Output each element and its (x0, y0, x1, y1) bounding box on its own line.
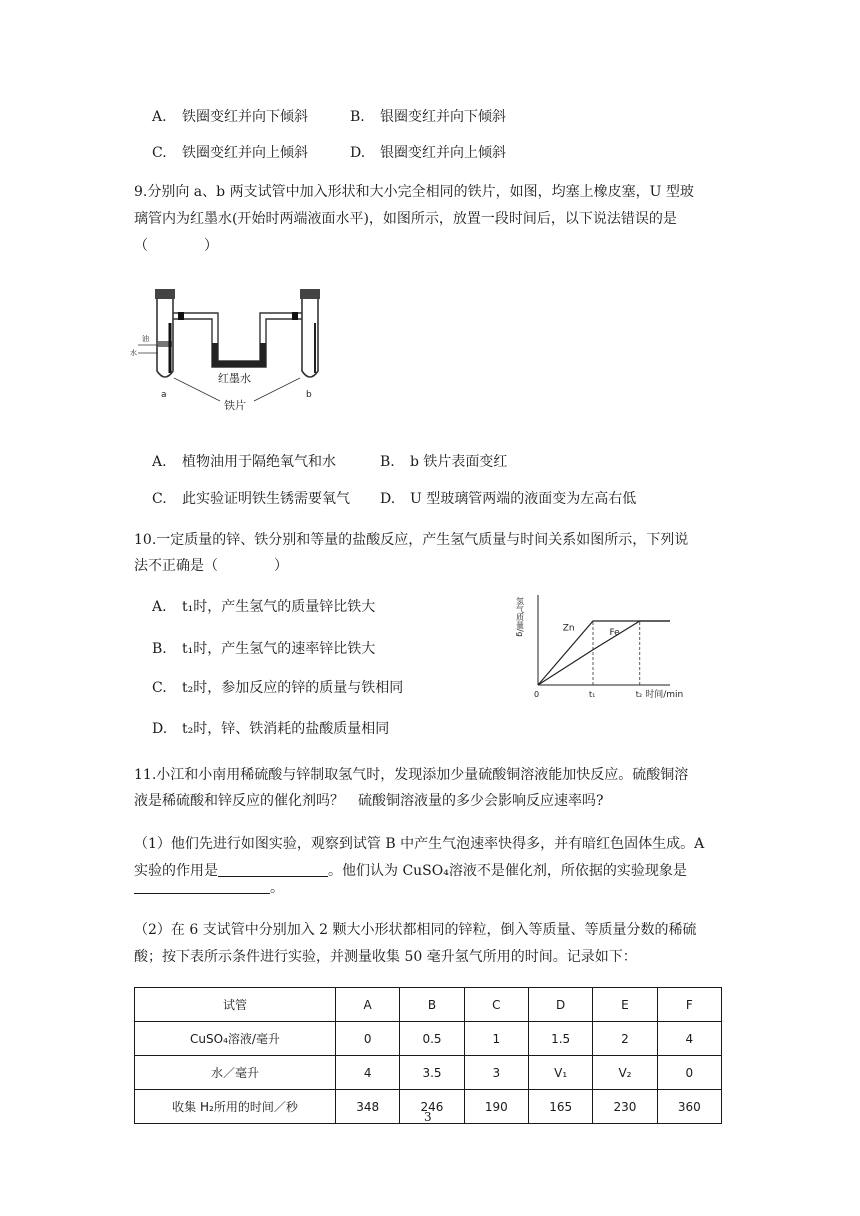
table-header-cell: C (464, 988, 528, 1022)
label-water: 水 (130, 349, 137, 357)
table-cell: 4 (657, 1022, 721, 1056)
q10-option-b: B. t₁时，产生氢气的速率锌比铁大 (152, 641, 376, 657)
table-cell: V₁ (528, 1056, 592, 1090)
q9-option-d: D. U 型玻璃管两端的液面变为左高右低 (380, 491, 637, 507)
table-header-cell: A (336, 988, 400, 1022)
x-tick-label: t₁ (589, 690, 596, 699)
table-cell: 3 (464, 1056, 528, 1090)
q10-stem-line1: 10.一定质量的锌、铁分别和等量的盐酸反应，产生氢气质量与时间关系如图所示，下列说 (134, 532, 689, 548)
table-cell: 1.5 (528, 1022, 592, 1056)
answer-blank-2[interactable] (134, 877, 270, 894)
q9-stem-line1: 9.分别向 a、b 两支试管中加入形状和大小完全相同的铁片，如图，均塞上橡皮塞，U 型玻 (134, 184, 694, 200)
q9-option-a: A. 植物油用于隔绝氧气和水 (152, 454, 336, 470)
page-number: 3 (424, 1110, 432, 1124)
q11-stem-line1: 11.小江和小南用稀硫酸与锌制取氢气时，发现添加少量硫酸铜溶液能加快反应。硫酸铜溶 (134, 767, 689, 783)
q9-option-c: C. 此实验证明铁生锈需要氧气 (152, 491, 350, 507)
q11-part1-line1: （1）他们先进行如图实验，观察到试管 B 中产生气泡速率快得多，并有暗红色固体生成。A (134, 836, 705, 852)
table-header-cell: F (657, 988, 721, 1022)
label-red-ink: 红墨水 (218, 372, 251, 385)
q10-option-d: D. t₂时，锌、铁消耗的盐酸质量相同 (152, 721, 390, 737)
experiment-table (134, 987, 722, 1124)
table-cell: 246 (400, 1090, 464, 1124)
table-row-label: CuSO₄溶液/毫升 (135, 1022, 336, 1056)
table-header-cell: E (593, 988, 657, 1022)
table-header-cell: D (528, 988, 592, 1022)
table-cell: 190 (464, 1090, 528, 1124)
series-label-fe: Fe (609, 628, 620, 639)
label-oil: 油 (142, 335, 149, 343)
table-cell: 360 (657, 1090, 721, 1124)
table-cell: 4 (336, 1056, 400, 1090)
series-label-zn: Zn (562, 623, 575, 634)
q8-option-c: C. 铁圈变红并向上倾斜 (152, 145, 308, 161)
table-cell: 0 (336, 1022, 400, 1056)
hydrogen-mass-time-chart (510, 585, 690, 700)
chart-axes (538, 595, 670, 685)
table-cell: 1 (464, 1022, 528, 1056)
stopper-b (300, 289, 320, 299)
table-cell: V₂ (593, 1056, 657, 1090)
x-tick-label: t₂ (635, 690, 643, 699)
answer-blank-1[interactable] (218, 860, 328, 877)
label-tube-a: a (161, 390, 167, 400)
u-tube-outer (173, 313, 302, 361)
series-line-fe (538, 621, 670, 685)
q11-part1-line2: 实验的作用是 。他们认为 CuSO₄溶液不是催化剂，所依据的实验现象是 (134, 860, 687, 881)
q9-stem-line2: 璃管内为红墨水(开始时两端液面水平)，如图所示，放置一段时间后，以下说法错误的是 (134, 211, 677, 227)
table-row-label: 收集 H₂所用的时间／秒 (135, 1090, 336, 1124)
table-row (135, 1056, 722, 1090)
y-axis-label: 氢气质量/g (515, 597, 525, 637)
table-cell: 3.5 (400, 1056, 464, 1090)
q8-option-d: D. 银圈变红并向上倾斜 (350, 145, 506, 161)
red-ink (212, 343, 266, 367)
table-header-cell: B (400, 988, 464, 1022)
table-row (135, 1022, 722, 1056)
table-cell: 0.5 (400, 1022, 464, 1056)
table-cell: 2 (593, 1022, 657, 1056)
q9-stem-line3: （ ） (134, 238, 218, 254)
q9-option-b: B. b 铁片表面变红 (380, 454, 508, 470)
q11-part2-line2: 酸；按下表所示条件进行实验，并测量收集 50 毫升氢气所用的时间。记录如下： (134, 949, 637, 965)
table-header-cell: 试管 (135, 988, 336, 1022)
q10-option-a: A. t₁时，产生氢气的质量锌比铁大 (152, 599, 376, 615)
q10-stem-line2: 法不正确是（ ） (134, 558, 288, 574)
q8-option-b: B. 银圈变红并向下倾斜 (350, 109, 506, 125)
q11-stem-line2: 液是稀硫酸和锌反应的催化剂吗？ 硫酸铜溶液量的多少会影响反应速率吗? (134, 793, 604, 809)
table-cell: 0 (657, 1056, 721, 1090)
chart-series (538, 621, 670, 685)
x-axis-label: 时间/min (645, 690, 684, 700)
table-cell: 230 (593, 1090, 657, 1124)
stopper-a (155, 289, 175, 299)
table-row-label: 水／毫升 (135, 1056, 336, 1090)
q11-part2-line1: （2）在 6 支试管中分别加入 2 颗大小形状都相同的锌粒，倒入等质量、等质量分数的稀硫 (134, 922, 697, 938)
origin-label: 0 (534, 690, 540, 699)
table-cell: 165 (528, 1090, 592, 1124)
table-header-row (135, 988, 722, 1022)
q8-option-a: A. 铁圈变红并向下倾斜 (152, 109, 308, 125)
u-tube-inner (173, 319, 302, 367)
table-cell: 348 (336, 1090, 400, 1124)
q11-part1-line3: 。 (134, 877, 284, 898)
u-tube-apparatus-figure (128, 283, 358, 418)
q10-option-c: C. t₂时，参加反应的锌的质量与铁相同 (152, 680, 404, 696)
series-line-zn (538, 621, 670, 685)
chart-labels (516, 596, 684, 700)
label-tube-b: b (306, 390, 312, 400)
label-iron: 铁片 (224, 399, 246, 412)
